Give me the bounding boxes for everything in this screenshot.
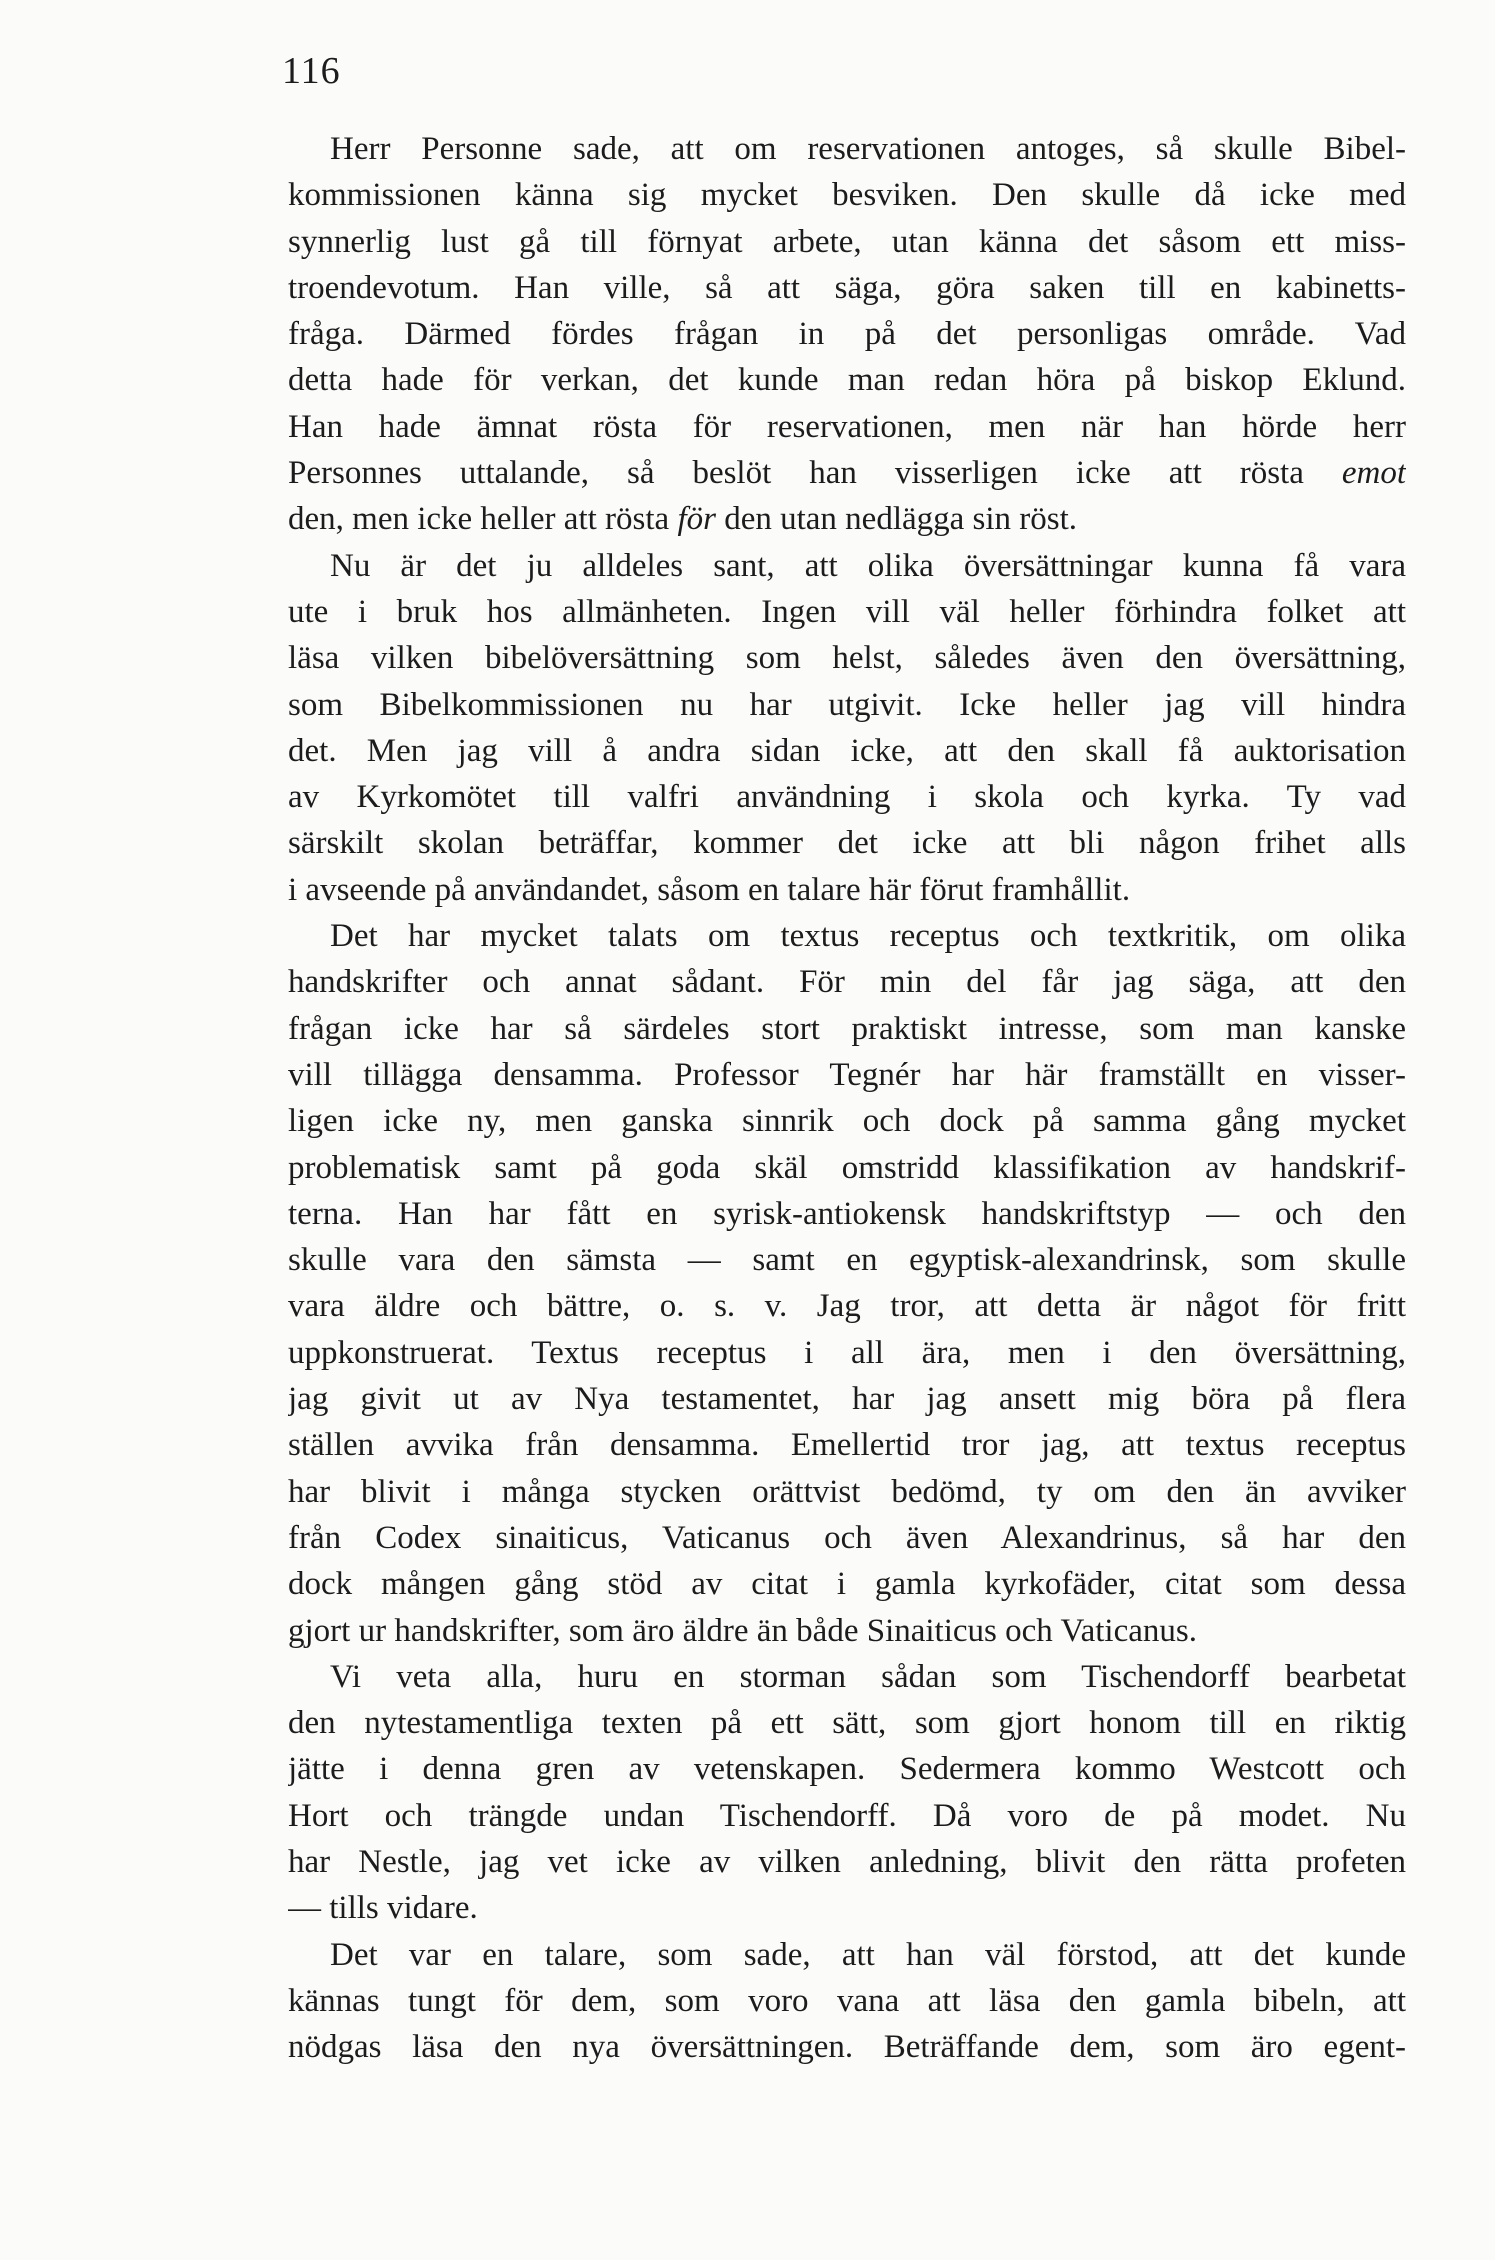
text-line: troendevotum. Han ville, så att säga, göra saken till en kabinetts-	[288, 269, 1406, 306]
emphasis-text: emot	[1341, 455, 1406, 492]
text-line: frågan icke har så särdeles stort praktiskt intresse, som man kanske	[288, 1010, 1406, 1047]
text-line: i avseende på användandet, såsom en talare här förut framhållit.	[288, 871, 1131, 908]
text-line: av Kyrkomötet till valfri användning i skola och kyrka. Ty vad	[288, 779, 1406, 816]
paragraph-4	[288, 1654, 1406, 1932]
text-line: Herr Personne sade, att om reservationen antoges, så skulle Bibel-	[330, 131, 1406, 167]
text-line: Nu är det ju alldeles sant, att olika översättningar kunna få vara	[330, 547, 1406, 584]
text-line: dock mången gång stöd av citat i gamla kyrkofäder, citat som dessa	[288, 1566, 1406, 1603]
text-line: från Codex sinaiticus, Vaticanus och även Alexandrinus, så har den	[288, 1519, 1406, 1556]
text-line: terna. Han har fått en syrisk-antiokensk handskriftstyp — och den	[288, 1195, 1406, 1232]
text-line: Vi veta alla, huru en storman sådan som Tischendorff bearbetat	[330, 1658, 1406, 1695]
text-segment: den utan nedlägga sin röst.	[715, 501, 1078, 538]
emphasis-text: för	[677, 501, 716, 538]
text-line: problematisk samt på goda skäl omstridd klassifikation av handskrif-	[288, 1149, 1406, 1186]
text-line: kommissionen känna sig mycket besviken. Den skulle då icke med	[288, 177, 1406, 214]
text-line: ligen icke ny, men ganska sinnrik och dock på samma gång mycket	[288, 1103, 1406, 1140]
text-line: som Bibelkommissionen nu har utgivit. Icke heller jag vill hindra	[288, 686, 1406, 723]
paragraph-2	[288, 543, 1406, 913]
text-line: ställen avvika från densamma. Emellertid tror jag, att textus receptus	[288, 1427, 1406, 1464]
text-line: vill tillägga densamma. Professor Tegnér har här framställt en visser-	[288, 1056, 1406, 1093]
text-line: Det har mycket talats om textus receptus och textkritik, om olika	[330, 918, 1406, 955]
page-number: 116	[282, 50, 341, 92]
text-line: kännas tungt för dem, som voro vana att läsa den gamla bibeln, att	[288, 1982, 1406, 2019]
text-segment: den, men icke heller att rösta	[288, 501, 678, 538]
text-line: det. Men jag vill å andra sidan icke, att den skall få auktorisation	[288, 732, 1406, 769]
text-line: Han hade ämnat rösta för reservationen, men när han hörde herr	[288, 408, 1406, 445]
paragraph-5	[288, 1932, 1406, 2071]
text-line: har blivit i många stycken orättvist bedömd, ty om den än avviker	[288, 1473, 1406, 1510]
text-line: gjort ur handskrifter, som äro äldre än både Sinaiticus och Vaticanus.	[288, 1612, 1197, 1649]
body-text	[288, 126, 1406, 2070]
text-line: vara äldre och bättre, o. s. v. Jag tror, att detta är något för fritt	[288, 1288, 1406, 1325]
paragraph-1	[288, 126, 1406, 543]
text-line: jätte i denna gren av vetenskapen. Sedermera kommo Westcott och	[288, 1751, 1406, 1788]
text-line: den nytestamentliga texten på ett sätt, som gjort honom till en riktig	[288, 1705, 1406, 1742]
text-line: skulle vara den sämsta — samt en egyptisk-alexandrinsk, som skulle	[288, 1242, 1406, 1279]
text-line: — tills vidare.	[288, 1890, 478, 1927]
text-line: nödgas läsa den nya översättningen. Beträffande dem, som äro egent-	[288, 2029, 1406, 2066]
text-line: synnerlig lust gå till förnyat arbete, utan känna det såsom ett miss-	[288, 223, 1406, 260]
text-line: uppkonstruerat. Textus receptus i all ära, men i den översättning,	[288, 1334, 1406, 1371]
text-segment: Personnes uttalande, så beslöt han visserligen icke att rösta	[288, 455, 1342, 492]
text-line: jag givit ut av Nya testamentet, har jag ansett mig böra på flera	[288, 1381, 1406, 1418]
text-line: fråga. Därmed fördes frågan in på det personligas område. Vad	[288, 316, 1406, 353]
text-line: Hort och trängde undan Tischendorff. Då voro de på modet. Nu	[288, 1797, 1406, 1834]
text-line: Det var en talare, som sade, att han väl förstod, att det kunde	[330, 1936, 1406, 1973]
text-line: läsa vilken bibelöversättning som helst, således även den översättning,	[288, 640, 1406, 677]
text-line-with-emphasis	[288, 496, 1406, 542]
paragraph-3	[288, 913, 1406, 1654]
text-line-with-emphasis	[288, 450, 1406, 496]
text-line: detta hade för verkan, det kunde man redan höra på biskop Eklund.	[288, 362, 1406, 399]
text-line: har Nestle, jag vet icke av vilken anledning, blivit den rätta profeten	[288, 1843, 1406, 1880]
text-line: handskrifter och annat sådant. För min del får jag säga, att den	[288, 964, 1406, 1001]
text-line: ute i bruk hos allmänheten. Ingen vill väl heller förhindra folket att	[288, 593, 1406, 630]
text-line: särskilt skolan beträffar, kommer det icke att bli någon frihet alls	[288, 825, 1406, 862]
